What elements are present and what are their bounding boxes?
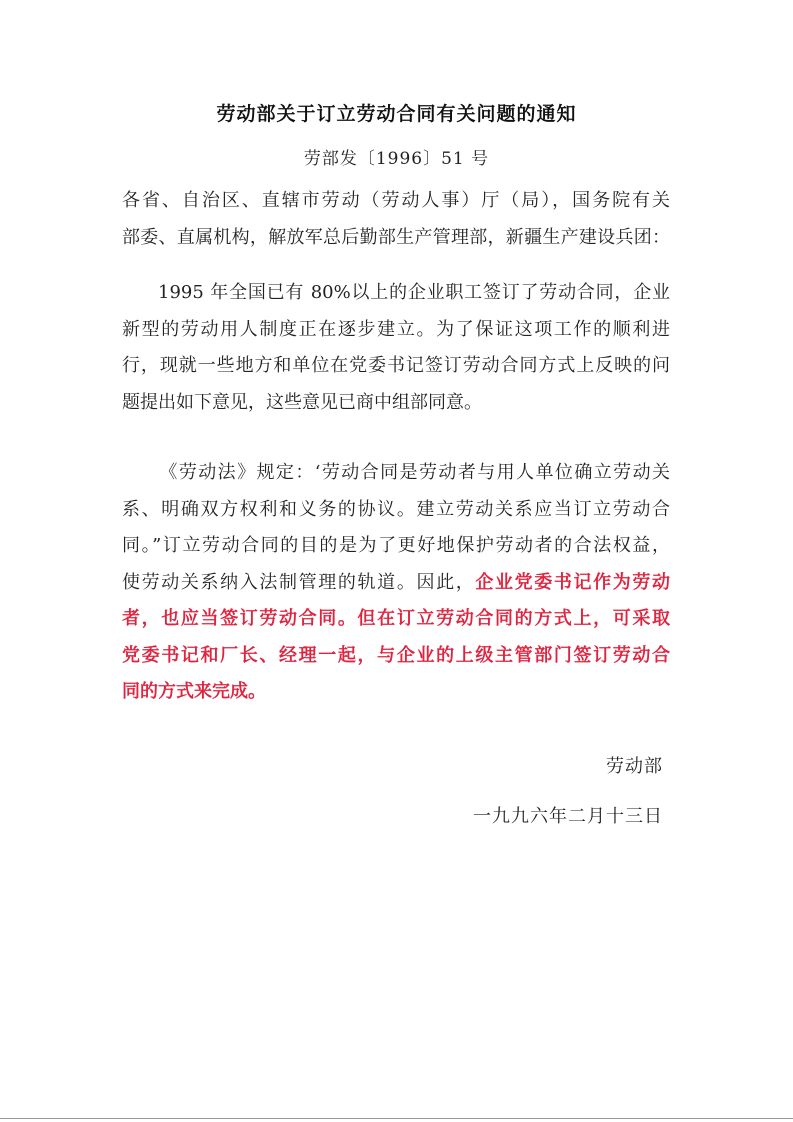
body-line: 同。”订立劳动合同的目的是为了更好地保护劳动者的合法权益， <box>122 535 670 556</box>
page-bottom-divider <box>0 1118 793 1119</box>
body-line <box>122 455 670 492</box>
body-line: 题提出如下意见，这些意见已商中组部同意。 <box>122 391 482 413</box>
address-line: 部委、直属机构，解放军总后勤部生产管理部，新疆生产建设兵团： <box>122 226 670 248</box>
document-title: 劳动部关于订立劳动合同有关问题的通知 <box>216 103 577 125</box>
highlighted-line: 者，也应当签订劳动合同。但在订立劳动合同的方式上，可采取 <box>122 608 670 629</box>
body-line-text: 使劳动关系纳入法制管理的轨道。因此， <box>122 571 476 593</box>
body-line: 新型的劳动用人制度正在逐步建立。为了保证这项工作的顺利进 <box>122 318 670 340</box>
body-line: 系、明确双方权利和义务的协议。建立劳动关系应当订立劳动合 <box>122 498 670 520</box>
highlighted-text: 企业党委书记作为劳动 <box>475 571 671 593</box>
body-line <box>122 565 670 602</box>
body-paragraph-1 <box>122 275 670 421</box>
highlighted-line: 党委书记和厂长、经理一起，与企业的上级主管部门签订劳动合 <box>122 644 670 666</box>
document-number: 劳部发〔1996〕51 号 <box>303 149 490 169</box>
address-paragraph <box>122 183 670 256</box>
signature: 劳动部 <box>606 756 663 777</box>
issue-date: 一九九六年二月十三日 <box>473 806 663 827</box>
body-paragraph-2 <box>122 455 670 711</box>
body-line: 行，现就一些地方和单位在党委书记签订劳动合同方式上反映的问 <box>122 355 670 376</box>
body-line-text: 《劳动法》规定：‘劳动合同是劳动者与用人单位确立劳动关 <box>158 462 670 483</box>
body-line-text: 1995 年全国已有 80%以上的企业职工签订了劳动合同，企业 <box>158 282 670 303</box>
highlighted-line: 同的方式来完成。 <box>122 681 266 702</box>
body-line <box>122 275 670 312</box>
address-line: 各省、自治区、直辖市劳动（劳动人事）厅（局），国务院有关 <box>122 190 670 211</box>
